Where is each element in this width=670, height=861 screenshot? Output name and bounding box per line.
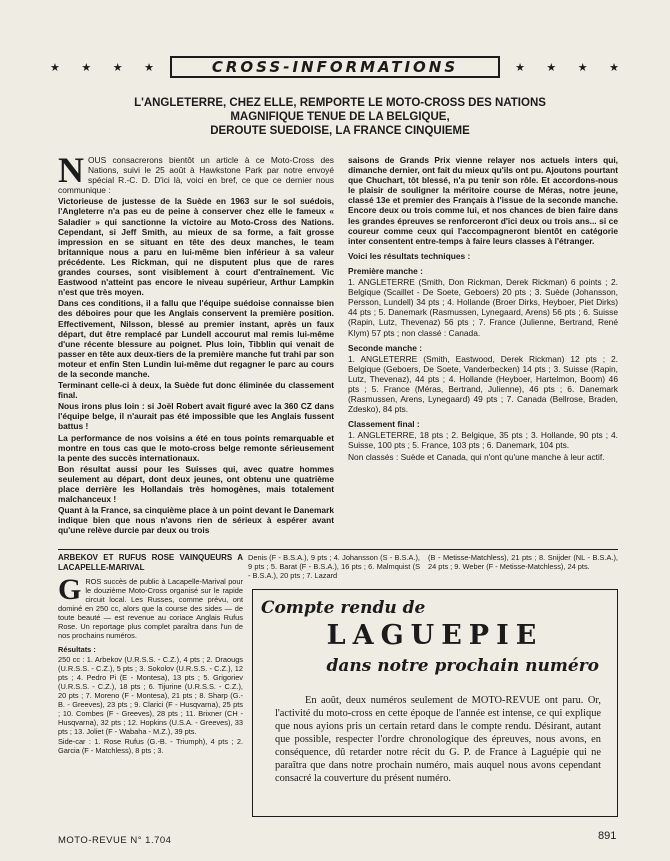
article-headline	[60, 96, 620, 138]
marival-intro	[58, 573, 243, 640]
marival-title: ARBEKOV ET RUFUS ROSE VAINQUEURS A LACAPELLE-MARIVAL	[58, 553, 243, 572]
page-number: 891	[598, 830, 617, 842]
article-column-right	[348, 155, 618, 463]
intro-text: OUS consacrerons bientôt un article à ce Moto-Cross des Nations, suivi le 25 août à Hawkstone Park par notre envoyé spécial R.-C. D. D'ici là, voici en bref, ce que ce dernier nous communique :	[58, 155, 334, 196]
second-heat-results: 1. ANGLETERRE (Smith, Eastwood, Derek Rickman) 12 pts ; 2. Belgique (Geboers, De Soete, Vanderbecken) 14 pts ; 3. Suisse (Rapin, Lutz, Thevenaz), 44 pts ; 4. Hollande (Heyboer, Hartelmon, Boom) 46 pts ; 5. France (Méras, Bertrand, Julienne), 46 pts ; 6. Danemark (Rasmussen, Arens, Lynegaard) 49 pts ; 7. Canada (Bellrose, Braden, Zdesko), 84 pts.	[348, 353, 618, 415]
headline-line-2: MAGNIFIQUE TENUE DE LA BELGIQUE,	[230, 111, 450, 123]
final-ranking-results: 1. ANGLETERRE, 18 pts ; 2. Belgique, 35 pts ; 3. Hollande, 90 pts ; 4. Suisse, 100 pts ; 5. France, 103 pts ; 6. Danemark, 104 pts.	[348, 430, 618, 451]
stars-left: ★ ★ ★ ★	[50, 61, 163, 74]
marival-sidecar: Side-car : 1. Rose Rufus (G.-B. - Triumph), 4 pts ; 2. Garcia (F - Matchless), 8 pts ; 3.	[58, 737, 243, 755]
laguepie-heading-3: dans notre prochain numéro	[326, 656, 599, 676]
headline-line-3: DEROUTE SUEDOISE, LA FRANCE CINQUIEME	[210, 125, 470, 137]
final-ranking-heading: Classement final :	[348, 419, 420, 430]
section-title: CROSS-INFORMATIONS	[170, 56, 500, 78]
marival-continued-text: (B - Metisse-Matchless), 21 pts ; 8. Snijder (NL - B.S.A.), 24 pts ; 9. Weber (F - Metisse-Matchless), 24 pts.	[428, 553, 618, 571]
marival-results-250: 250 cc : 1. Arbekov (U.R.S.S. - C.Z.), 4 pts ; 2. Draougs (U.R.S.S. - C.Z.), 5 pts ; 3. Sokolov (U.R.S.S. - C.Z.), 12 pts ; 4. Pedro Pi (E - Montesa), 13 pts ; 5. Grigoriev (U.R.S.S. - C.Z.), 18 pts ; 6. Tijurine (U.R.S.S. - C.Z.), 20 pts ; 7. Moreno (F - Montesa), 21 pts ; 8. Sharp (G.-B. - Greeves), 23 pts ; 9. Clarici (F - Husqvarna), 25 pts ; 10. Combes (F - Greeves), 28 pts ; 11. Brixner (CH - Husqvarna), 32 pts ; 12. Hopkins (U.S.A. - Greeves), 33 pts ; 13. Joliet (F - Wabaha - M.Z.), 39 pts.	[58, 655, 243, 736]
laguepie-body: En août, deux numéros seulement de MOTO-REVUE ont paru. Or, l'activité du moto-cross en cette époque de l'année est intense, ce qui explique que nous ayions pris un certain retard dans le compte rendu. Désirant, autant que possible, respecter l'ordre chronologique des épreuves, nous avons, en conséquence, dû retarder notre récit du G. P. de France à Laguépie qui ne paraîtra que dans notre prochain numéro, mais auquel nous avons cependant consacré la couverture du présent numéro.	[275, 695, 601, 784]
laguepie-heading-2: LAGUEPIE	[326, 620, 544, 651]
marival-continued-text: Denis (F - B.S.A.), 9 pts ; 4. Johansson (S - B.S.A.), 9 pts ; 5. Barat (F - B.S.A.), 16 pts ; 6. Malmquist (S - B.S.A.), 20 pts ; 7. Lazard	[248, 553, 420, 580]
article-paragraph: Quant à la France, sa cinquième place à un point devant le Danemark indique bien que nous n'avons rien de sérieux à espérer avant qu'une relève durcie par deux ou trois	[58, 505, 334, 536]
article-paragraph: Nous irons plus loin : si Joël Robert avait figuré avec la 360 CZ dans l'équipe belge, il n'aurait pas été impossible que les Anglais fussent battus !	[58, 401, 334, 432]
drop-cap: G	[58, 573, 82, 606]
marival-results-label: Résultats :	[58, 645, 96, 654]
article-intro	[58, 150, 334, 196]
article-paragraph: Dans ces conditions, il a fallu que l'équipe suédoise connaisse bien des déboires pour que les Anglais conservent la première position. Effectivement, Nilsson, blessé au premier instant, après un faux départ, dut être remplacé par Lundell accourut mal remis lui-même d'une récente blessure au poignet. Plus loin, Tibblin qui venait de passer en tête aux deux-tiers de la première manche fut trahi par son moteur et enfin Sten Lundin lui-même dut regagner le parc au cours de la seconde manche.	[58, 298, 334, 379]
marival-continued-mid	[248, 553, 420, 581]
second-heat-heading: Seconde manche :	[348, 342, 423, 353]
section-divider	[58, 549, 618, 550]
marival-article	[58, 553, 243, 756]
article-paragraph: Victorieuse de justesse de la Suède en 1963 sur le sol suédois, l'Angleterre n'a pas eu de peine à conserver chez elle le fameux « Saladier » qui sanctionne la victoire au Moto-Cross des Nations. Cependant, si Jeff Smith, au mieux de sa forme, a fait grosse impression en se situant en tête des deux manches, le team britannique nous a paru en lui-même bien inférieur à sa valeur précédente. Les Rickman, qui ne disputent plus que de rares grandes courses, sont visiblement à court d'entraînement. Vic Eastwood n'atteint pas encore le niveau supérieur, Arthur Lampkin n'est que très moyen.	[58, 196, 334, 298]
article-paragraph: La performance de nos voisins a été en tous points remarquable et montre en tous cas que le moto-cross belge remonte sérieusement la pente des succès internationaux.	[58, 432, 334, 463]
first-heat-heading: Première manche :	[348, 265, 423, 276]
results-intro: Voici les résultats techniques :	[348, 250, 471, 261]
headline-line-1: L'ANGLETERRE, CHEZ ELLE, REMPORTE LE MOTO-CROSS DES NATIONS	[134, 97, 546, 109]
first-heat-results: 1. ANGLETERRE (Smith, Don Rickman, Derek Rickman) 6 points ; 2. Belgique (Scaillet - De Soete, Geboers) 20 pts ; 3. Suède (Johansson, Persson, Lundell) 34 pts ; 4. Hollande (Broer Dirks, Heyboer, Piet Dirks) 44 pts ; 5. Danemark (Rasmussen, Lynegaard, Arens) 56 pts ; 6. Suisse (Rapin, Lutz, Thevenaz) 56 pts ; 7. France (Julienne, Bertrand, René Klym) 57 pts ; non classé : Canada.	[348, 277, 618, 338]
section-banner	[40, 56, 630, 82]
marival-body: ROS succès de public à Lacapelle-Marival pour le douzième Moto-Cross organisé sur le rapide circuit local. Les Russes, comme prévu, ont dominé en 250 cc, alors que la course des sides — de toute beauté — est revenue au coriace Anglais Rufus Rose. Un reportage plus complet paraîtra dans l'un de nos prochains numéros.	[58, 577, 243, 640]
laguepie-notice-box	[252, 589, 618, 817]
drop-cap: N	[58, 150, 84, 190]
laguepie-heading-1: Compte rendu de	[261, 598, 426, 618]
unclassified-note: Non classés : Suède et Canada, qui n'ont qu'une manche à leur actif.	[348, 451, 605, 462]
article-paragraph: Terminant celle-ci à deux, la Suède fut donc éliminée du classement final.	[58, 380, 334, 401]
marival-continued-right	[428, 553, 618, 572]
article-column-left	[58, 150, 334, 536]
stars-right: ★ ★ ★ ★	[515, 61, 628, 74]
article-paragraph: saisons de Grands Prix vienne relayer nos actuels inters qui, dimanche dernier, ont fait du mieux qu'ils ont pu. Ajoutons pourtant que Chuchart, tôt blessé, n'a pu tenir son rôle. Et accordons-nous le plaisir de souligner la méritoire course de Méras, notre jeune, classé 13e et premier des Français à l'issue de la seconde manche. Encore deux ou trois comme lui, et nos chances de bien faire dans les grandes épreuves se renforceront d'ici deux ou trois ans... si ce coureur comme ceux qui l'accompagneront bientôt en catégorie inter consentent entre-temps à faire leurs classes à l'étranger.	[348, 155, 618, 246]
article-paragraph: Bon résultat aussi pour les Suisses qui, avec quatre hommes seulement au départ, dont deux jeunes, ont obtenu une quatrième place derrière les Hollandais très homogènes, mais totalement malchanceux !	[58, 463, 334, 505]
magazine-issue: MOTO-REVUE N° 1.704	[58, 835, 172, 846]
